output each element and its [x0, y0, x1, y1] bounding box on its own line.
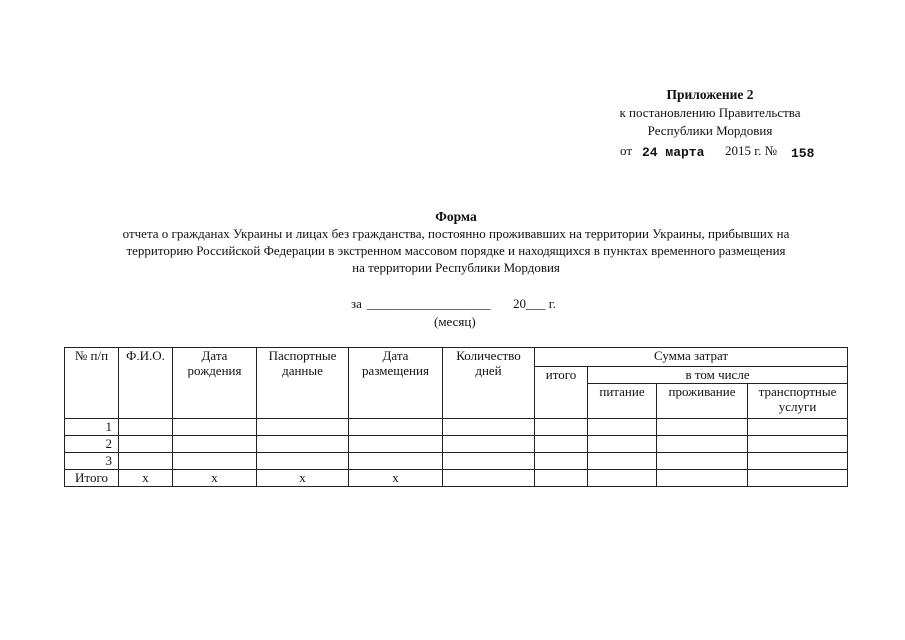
total-birth-mark: x [173, 470, 257, 487]
table-cell[interactable] [748, 436, 848, 453]
table-cell[interactable] [748, 470, 848, 487]
table-row [65, 453, 848, 470]
form-description-line-1: отчета о гражданах Украины и лицах без гражданства, постоянно проживавших на территории Украины, прибывших на [122, 226, 790, 241]
table-cell[interactable] [349, 419, 443, 436]
table-cell[interactable] [173, 436, 257, 453]
table-cell[interactable] [119, 436, 173, 453]
table-cell[interactable] [173, 453, 257, 470]
form-description-line-2: территорию Российской Федерации в экстренном массовом порядке и находящихся в пунктах временного размещения [126, 243, 786, 258]
table-cell[interactable] [257, 453, 349, 470]
table-cell[interactable] [257, 419, 349, 436]
table-cell[interactable] [535, 419, 588, 436]
appendix-line-2: Республики Мордовия [647, 123, 773, 138]
table-cell[interactable] [349, 436, 443, 453]
table-cell[interactable] [443, 419, 535, 436]
appendix-line-1: к постановлению Правительства [619, 105, 801, 120]
table-cell[interactable] [257, 436, 349, 453]
table-cell[interactable] [443, 470, 535, 487]
form-description-line-3: на территории Республики Мордовия [352, 260, 560, 275]
appendix-header [560, 86, 860, 160]
total-fio-mark: x [119, 470, 173, 487]
header-housing: проживание [657, 384, 748, 419]
date-prefix: от [620, 143, 633, 158]
header-total: итого [535, 367, 588, 419]
table-cell[interactable] [119, 419, 173, 436]
date-value: 24 марта [642, 145, 705, 160]
table-cell[interactable] [535, 470, 588, 487]
table-cell[interactable] [657, 453, 748, 470]
table-row [65, 436, 848, 453]
table-row [65, 419, 848, 436]
report-period [0, 296, 905, 332]
table-cell[interactable] [443, 453, 535, 470]
header-fio: Ф.И.О. [119, 348, 173, 419]
table-cell[interactable] [588, 453, 657, 470]
table-cell[interactable] [535, 436, 588, 453]
header-transport: транспортные услуги [748, 384, 848, 419]
total-label: Итого [65, 470, 119, 487]
total-passport-mark: x [257, 470, 349, 487]
table-cell[interactable] [588, 419, 657, 436]
table-cell[interactable] [588, 436, 657, 453]
appendix-date-line [560, 140, 860, 160]
table-cell[interactable] [748, 453, 848, 470]
form-heading [40, 208, 872, 276]
month-caption: (месяц) [434, 314, 476, 329]
table-cell[interactable] [349, 453, 443, 470]
month-blank: ___________________ [367, 296, 491, 311]
total-row [65, 470, 848, 487]
table-cell[interactable] [748, 419, 848, 436]
table-cell[interactable] [588, 470, 657, 487]
row-number: 1 [65, 419, 119, 436]
date-year: 2015 г. № [725, 143, 778, 158]
table-cell[interactable] [173, 419, 257, 436]
form-title: Форма [435, 209, 477, 224]
period-year: 20___ г. [513, 296, 556, 311]
table-cell[interactable] [657, 470, 748, 487]
header-placement-date: Дата размещения [349, 348, 443, 419]
table-cell[interactable] [657, 436, 748, 453]
total-placement-mark: x [349, 470, 443, 487]
row-number: 3 [65, 453, 119, 470]
header-including: в том числе [588, 367, 848, 384]
table-cell[interactable] [119, 453, 173, 470]
table-cell[interactable] [535, 453, 588, 470]
header-food: питание [588, 384, 657, 419]
header-days: Количество дней [443, 348, 535, 419]
appendix-title: Приложение 2 [666, 87, 754, 102]
table-cell[interactable] [443, 436, 535, 453]
report-table [64, 347, 848, 487]
row-number: 2 [65, 436, 119, 453]
period-prefix: за [351, 296, 362, 311]
header-passport: Паспортные данные [257, 348, 349, 419]
header-birth-date: Дата рождения [173, 348, 257, 419]
table-cell[interactable] [657, 419, 748, 436]
header-costs: Сумма затрат [535, 348, 848, 367]
decree-number: 158 [791, 146, 815, 161]
header-num: № п/п [65, 348, 119, 419]
